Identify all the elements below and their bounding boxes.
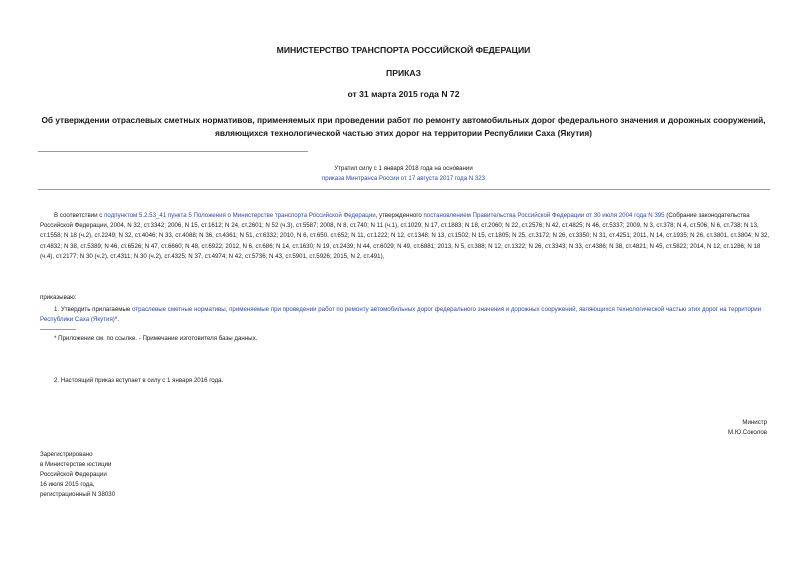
registration-line-4: 16 июля 2015 года, — [40, 481, 95, 488]
registration-line-5: регистрационный N 38030 — [40, 491, 116, 498]
status-note-link[interactable]: приказа Минтранса России от 17 августа 2017 года N 323 — [321, 175, 486, 182]
footnote-divider — [40, 329, 76, 330]
registration-line-1: Зарегистрировано — [40, 451, 93, 458]
preamble-tail: (Собрание законодательства Российской Федерации, 2004, N 32, ст.3342; 2006, N 15, ст.1612; N 24, ст.2601; N 52 (ч.3), ст.5587; 2008, N 8, ст.740; N 11 (ч.1), ст.1029; N 17, ст.1883; N 18, ст.2060; N 22, ст.2576; N 42, ст.4825; N 46, ст.5337; 2009, N 3, ст.378; N 4, ст.506; N 6, ст.738; N 13, ст.1558; N 18 (ч.2), ст.2249; N 32, ст.4046; N 33, ст.4088; N 36, ст.4361; N 51, ст.6332; 2010, N 6, ст.650, ст.652; N 11, ст.1222; N 12, ст.1348; N 13, ст.1502; N 15, ст.1805; N 25, ст.3172; N 26, ст.3350; N 31, ст.4251; 2011, N 14, ст.1935; N 26, ст.3801, ст.3804; N 32, ст.4832; N 38, ст.5389; N 46, ст.6526; N 47, ст.6660; N 48, ст.6922; 2012, N 6, ст.686; N 14, ст.1630; N 19, ст.2439; N 44, ст.6029; N 49, ст.6881; 2013, N 5, ст.388; N 12, ст.1322; N 26, ст.3343; N 33, ст.4386; N 38, ст.4821; N 45, ст.5822; 2014, N 12, ст.1286; N 18 (ч.4), ст.2177; N 30 (ч.2), ст.4311; N 30 (ч.2), ст.4325; N 37, ст.4974; N 42, ст.5736; N 43, ст.5901, ст.5926; 2015, N 2, ст.491), — [40, 212, 770, 260]
status-note-text: Утратил силу с 1 января 2018 года на основании — [334, 165, 473, 172]
preamble-lead: В соответствии с — [54, 212, 105, 219]
registration-line-3: Российской Федерации — [40, 471, 107, 478]
regulation-link[interactable]: подпунктом 5.2.53_41 пункта 5 Положения о Министерстве транспорта Российской Федерации — [104, 212, 376, 219]
doc-subject: Об утверждении отраслевых сметных нормативов, применяемых при проведении работ по ремонту автомобильных дорог федерального значения и дорожных сооружений, являющихся технологической частью этих дорог на территории Республики Саха (Якутия) — [41, 115, 766, 138]
doc-type: ПРИКАЗ — [386, 68, 421, 78]
order-word: приказываю: — [40, 294, 77, 301]
preamble-mid: , утвержденного — [375, 212, 424, 219]
item-1-lead: 1. Утвердить прилагаемые — [54, 306, 133, 313]
divider-top — [38, 151, 308, 152]
item-1-tail: *. — [114, 316, 119, 324]
signer-title: Министр — [742, 419, 767, 426]
government-decree-link[interactable]: постановлением Правительства Российской Федерации от 30 июля 2004 года N 395 — [423, 212, 665, 219]
registration-line-2: в Министерстве юстиции — [40, 461, 112, 468]
footnote: * Приложение см. по ссылке. - Примечание изготовителя базы данных. — [54, 335, 258, 342]
preamble-paragraph — [40, 211, 770, 262]
item-2: 2. Настоящий приказ вступает в силу с 1 января 2016 года. — [54, 377, 224, 384]
item-1 — [40, 305, 770, 325]
doc-date-number: от 31 марта 2015 года N 72 — [347, 89, 460, 99]
divider-status — [38, 189, 770, 190]
norms-link[interactable]: отраслевые сметные нормативы, применяемые при проведении работ по ремонту автомобильных дорог федерального значения и дорожных сооружений, являющихся технологической частью этих дорог на территории Республики Саха (Якутия) — [40, 306, 762, 324]
ministry-title: МИНИСТЕРСТВО ТРАНСПОРТА РОССИЙСКОЙ ФЕДЕРАЦИИ — [276, 45, 531, 55]
signer-name: М.Ю.Соколов — [728, 429, 767, 436]
